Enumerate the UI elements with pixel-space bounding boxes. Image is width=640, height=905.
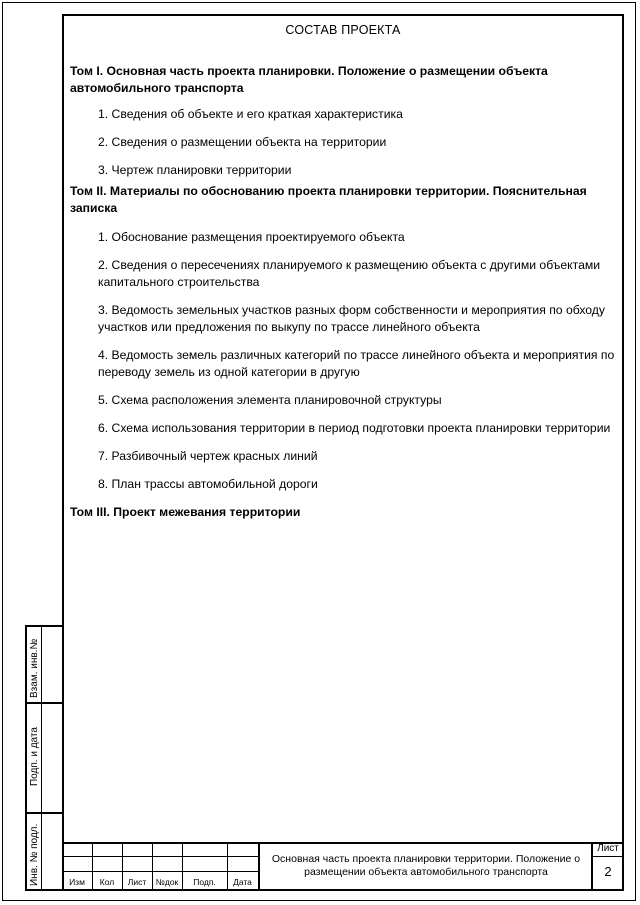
- inv-podl-label: Инв. № подл.: [29, 823, 40, 886]
- side-stamp-row-line: [25, 812, 62, 814]
- list-item: 1. Обоснование размещения проектируемого объекта: [98, 230, 405, 244]
- page-title: СОСТАВ ПРОЕКТА: [285, 23, 401, 37]
- col-ndok-label: №док: [155, 877, 179, 887]
- col-podp-label: Подп.: [193, 877, 216, 887]
- list-item: 1. Сведения об объекте и его краткая характеристика: [98, 107, 403, 121]
- col-list-label: Лист: [127, 877, 147, 887]
- list-item: 6. Схема использования территории в период подготовки проекта планировки территории: [98, 421, 611, 435]
- list-item: 2. Сведения о размещении объекта на территории: [98, 135, 387, 149]
- list-item: 7. Разбивочный чертеж красных линий: [98, 449, 318, 463]
- list-item: 3. Чертеж планировки территории: [98, 163, 292, 177]
- title-block-line: [591, 856, 624, 857]
- volume-3-heading: Том III. Проект межевания территории: [70, 505, 301, 519]
- col-kol-label: Кол: [99, 877, 115, 887]
- list-item: 8. План трассы автомобильной дороги: [98, 477, 318, 491]
- volume-2-heading: Том II. Материалы по обоснованию проекта планировки территории. Пояснительная записка: [70, 184, 587, 215]
- list-item: 5. Схема расположения элемента планировочной структуры: [98, 393, 442, 407]
- list-item: 4. Ведомость земель различных категорий по трассе линейного объекта и мероприятия по переводу земель из одной категории в другую: [98, 348, 615, 379]
- sheet-label: Лист: [597, 843, 619, 854]
- volume-1-heading: Том I. Основная часть проекта планировки. Положение о размещении объекта автомобильного транспорта: [70, 64, 548, 95]
- vzam-inv-label: Взам. инв.№: [29, 638, 40, 698]
- sheet-number: 2: [604, 864, 612, 879]
- col-izm-label: Изм: [69, 877, 85, 887]
- list-item: 3. Ведомость земельных участков разных форм собственности и мероприятия по обходу участков или предложения по выкупу по трассе линейного объекта: [98, 303, 605, 334]
- col-data-label: Дата: [233, 877, 252, 887]
- contents-list: [70, 63, 618, 521]
- podp-data-label: Подп. и дата: [29, 727, 40, 786]
- list-item: 2. Сведения о пересечениях планируемого к размещению объекта с другими объектами капитального строительства: [98, 258, 601, 289]
- side-stamp-row-line: [25, 702, 62, 704]
- title-block-description: Основная часть проекта планировки территории. Положение о размещении объекта автомобильного транспорта: [271, 853, 581, 878]
